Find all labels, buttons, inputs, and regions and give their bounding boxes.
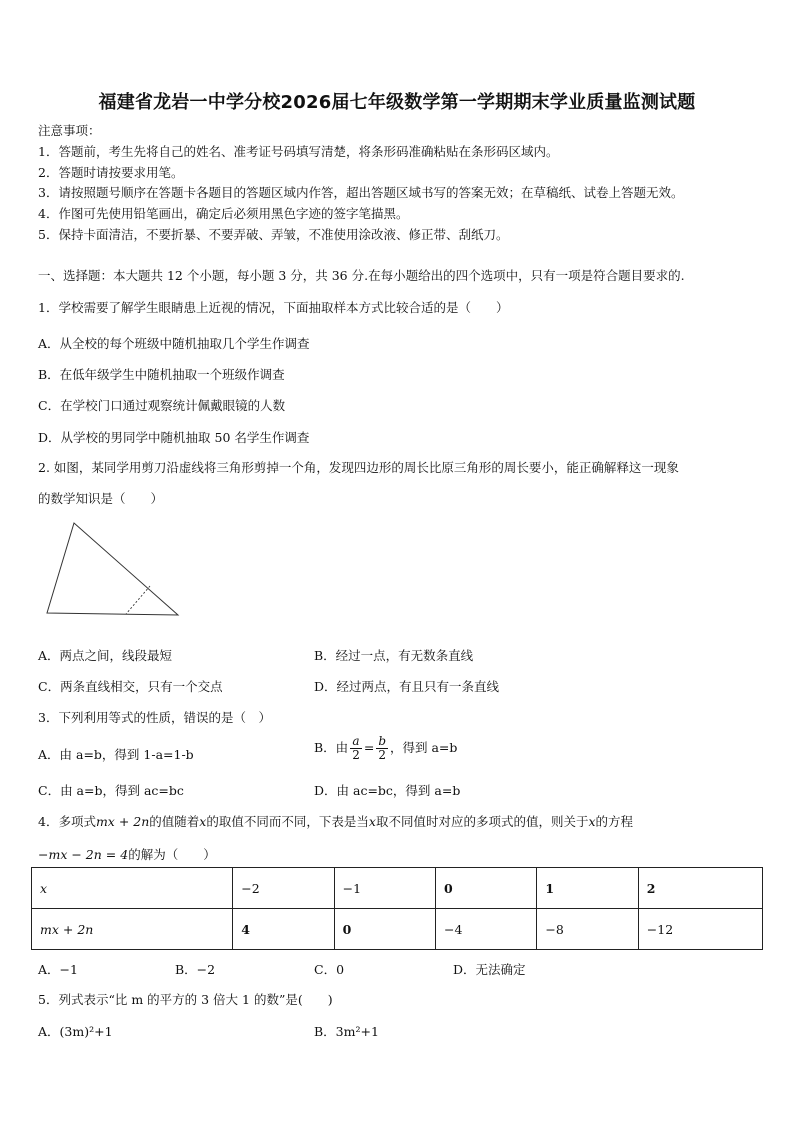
fraction-a-over-2 bbox=[350, 735, 362, 762]
option-b-prefix: B．由 bbox=[314, 740, 349, 755]
table-cell: −12 bbox=[638, 909, 762, 950]
equals-sign: = bbox=[363, 740, 375, 755]
question-2-option-c: C．两条直线相交，只有一个交点 bbox=[38, 679, 223, 694]
question-4-stem bbox=[38, 812, 633, 830]
table-row bbox=[32, 868, 763, 909]
table-cell: −1 bbox=[334, 868, 435, 909]
question-1-option-a: A．从全校的每个班级中随机抽取几个学生作调查 bbox=[38, 336, 310, 351]
notice-heading: 注意事项： bbox=[38, 123, 101, 138]
stem-text: 的解为（ ） bbox=[128, 847, 216, 862]
table-cell: 0 bbox=[436, 868, 537, 909]
equation: −mx − 2n = 4 bbox=[38, 847, 129, 862]
stem-text: 的值随着 bbox=[149, 814, 200, 829]
question-4-stem-continued bbox=[38, 845, 216, 863]
numerator: b bbox=[378, 734, 386, 748]
table-cell: −2 bbox=[233, 868, 334, 909]
table-cell: 2 bbox=[638, 868, 762, 909]
question-5-option-b: B．3m²+1 bbox=[314, 1024, 379, 1039]
variable-x: x bbox=[368, 814, 376, 829]
table-cell: mx + 2n bbox=[32, 909, 233, 950]
table-cell: x bbox=[32, 868, 233, 909]
table-cell: 4 bbox=[233, 909, 334, 950]
fraction-b-over-2 bbox=[376, 735, 388, 762]
triangle-figure bbox=[38, 518, 183, 618]
question-2-option-b: B．经过一点，有无数条直线 bbox=[314, 648, 474, 663]
notice-item: 5．保持卡面清洁，不要折暴、不要弄破、弄皱，不准使用涂改液、修正带、刮纸刀。 bbox=[38, 227, 509, 242]
stem-text: 的方程 bbox=[595, 814, 634, 829]
denominator: 2 bbox=[378, 748, 386, 762]
question-1-option-d: D．从学校的男同学中随机抽取 50 名学生作调查 bbox=[38, 430, 310, 445]
cut-dashed-line bbox=[126, 586, 150, 614]
question-4-option-b: B．−2 bbox=[175, 962, 216, 977]
polynomial-expression: mx + 2n bbox=[95, 814, 150, 829]
table-cell: −4 bbox=[436, 909, 537, 950]
stem-text: 的取值不同而不同，下表是当 bbox=[206, 814, 369, 829]
table-row bbox=[32, 909, 763, 950]
numerator: a bbox=[350, 735, 362, 749]
notice-item: 2．答题时请按要求用笔。 bbox=[38, 165, 184, 180]
option-b-suffix: ，得到 a=b bbox=[390, 740, 458, 755]
question-4-option-d: D．无法确定 bbox=[453, 962, 526, 977]
question-3-stem: 3．下列利用等式的性质，错误的是（ ） bbox=[38, 710, 271, 725]
question-2-option-d: D．经过两点，有且只有一条直线 bbox=[314, 679, 500, 694]
question-5-option-a: A．(3m)²+1 bbox=[38, 1024, 113, 1039]
denominator: 2 bbox=[352, 748, 360, 762]
question-1-stem: 1．学校需要了解学生眼睛患上近视的情况，下面抽取样本方式比较合适的是（ ） bbox=[38, 300, 509, 315]
question-2-stem: 2. 如图，某同学用剪刀沿虚线将三角形剪掉一个角，发现四边形的周长比原三角形的周长要小，能正确解释这一现象 bbox=[38, 460, 679, 475]
question-3-option-c: C．由 a=b，得到 ac=bc bbox=[38, 783, 184, 798]
notice-item: 4．作图可先使用铅笔画出，确定后必须用黑色字迹的签字笔描黑。 bbox=[38, 206, 409, 221]
notice-item: 1．答题前，考生先将自己的姓名、准考证号码填写清楚，将条形码准确粘贴在条形码区域内。 bbox=[38, 144, 559, 159]
table-cell: 1 bbox=[537, 868, 638, 909]
question-4-option-a: A．−1 bbox=[38, 962, 78, 977]
question-3-option-a: A．由 a=b，得到 1-a=1-b bbox=[38, 747, 194, 762]
question-1-option-b: B．在低年级学生中随机抽取一个班级作调查 bbox=[38, 367, 285, 382]
question-3-option-d: D．由 ac=bc，得到 a=b bbox=[314, 783, 461, 798]
question-2-stem-continued: 的数学知识是（ ） bbox=[38, 491, 164, 506]
notice-item: 3．请按照题号顺序在答题卡各题目的答题区域内作答，超出答题区域书写的答案无效；在草稿纸、试卷上答题无效。 bbox=[38, 185, 684, 200]
table-cell: −8 bbox=[537, 909, 638, 950]
triangle-outline bbox=[47, 523, 178, 615]
variable-x: x bbox=[199, 814, 207, 829]
question-2-option-a: A．两点之间，线段最短 bbox=[38, 648, 173, 663]
stem-text: 取不同值时对应的多项式的值，则关于 bbox=[375, 814, 589, 829]
values-table bbox=[31, 867, 763, 950]
stem-text: 4．多项式 bbox=[38, 814, 96, 829]
variable-x: x bbox=[588, 814, 596, 829]
question-5-stem: 5．列式表示“比 m 的平方的 3 倍大 1 的数”是( ) bbox=[38, 992, 333, 1007]
question-3-option-b bbox=[314, 735, 457, 762]
question-4-option-c: C．0 bbox=[314, 962, 345, 977]
section-heading: 一、选择题：本大题共 12 个小题，每小题 3 分，共 36 分.在每小题给出的四个选项中，只有一项是符合题目要求的. bbox=[38, 268, 685, 283]
question-1-option-c: C．在学校门口通过观察统计佩戴眼镜的人数 bbox=[38, 398, 286, 413]
page-title: 福建省龙岩一中学分校2026届七年级数学第一学期期末学业质量监测试题 bbox=[98, 92, 696, 113]
table-cell: 0 bbox=[334, 909, 435, 950]
